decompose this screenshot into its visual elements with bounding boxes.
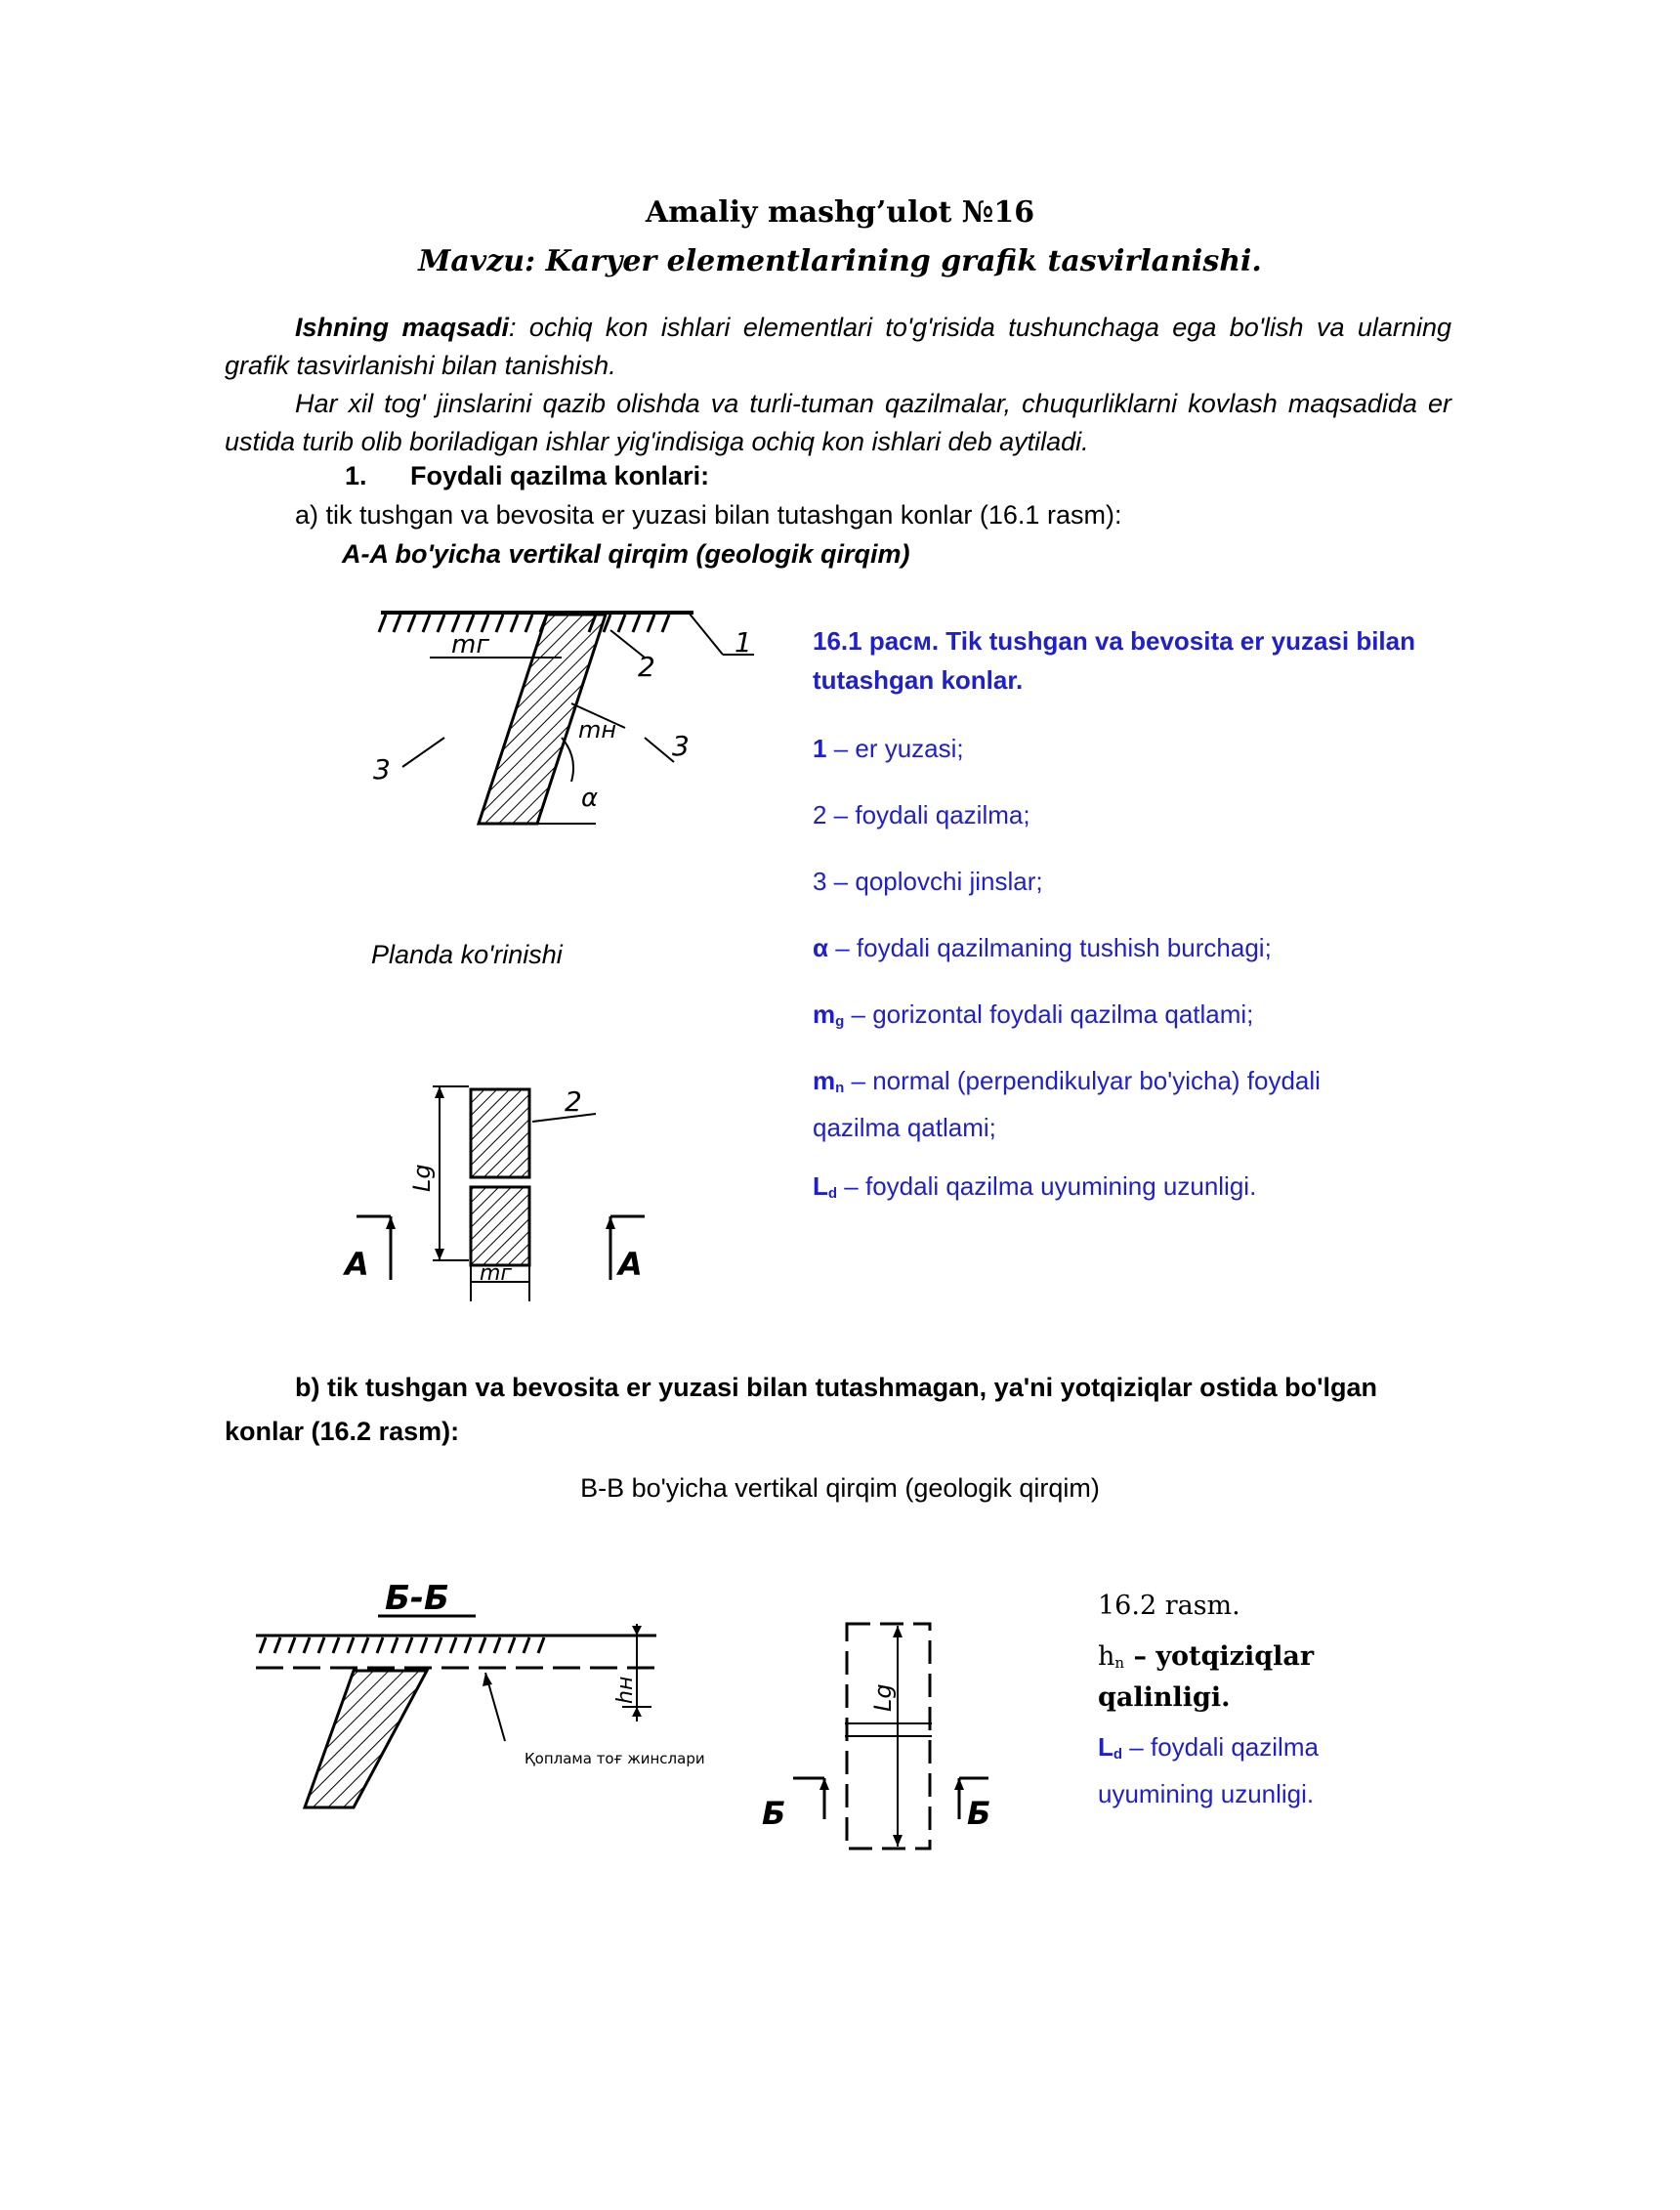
legend-text: – normal (perpendikulyar bo'yicha) foydali qazilma qatlami;	[813, 1066, 1321, 1142]
legend-text: – er yuzasi;	[826, 734, 964, 763]
legend-subscript: d	[827, 1185, 838, 1202]
ld-text: – foydali qazilma uyumining uzunligi.	[1098, 1732, 1319, 1808]
figure-16-1-caption: 16.1 расм. Tik tushgan va bevosita er yuzasi bilan tutashgan konlar.	[813, 626, 1415, 695]
hn-drawing-label: hн	[613, 1676, 638, 1704]
hn-text: – yotqiziqlar qalinligi.	[1098, 1641, 1315, 1713]
section-b-right: Б	[967, 1795, 991, 1832]
section-number: 1.	[345, 461, 367, 490]
legend-item	[813, 1167, 1360, 1213]
item-b-content: b) tik tushgan va bevosita er yuzasi bilan tutashmagan, ya'ni yotqiziqlar ostida bo'lgan konlar (16.2 rasm):	[225, 1373, 1378, 1446]
plan-view-label: Planda ko'rinishi	[371, 940, 563, 969]
label-3-right: 3	[672, 730, 690, 762]
legend-key: α	[813, 933, 828, 962]
legend-subscript: g	[835, 1013, 845, 1030]
legend-key: L	[813, 1171, 828, 1201]
ld-sub: d	[1113, 1746, 1123, 1763]
legend-subscript: n	[835, 1080, 845, 1096]
bb-label: Б-Б	[385, 1579, 449, 1618]
section-bb-label: B-B bo'yicha vertikal qirqim (geologik qirqim)	[580, 1473, 1100, 1503]
ld-label: Lg	[408, 1164, 436, 1192]
plan-label-2: 2	[565, 1085, 582, 1118]
geologic-section-bb-drawing	[256, 1575, 705, 1819]
legend-key: m	[813, 1066, 836, 1095]
mn-label: mн	[578, 716, 617, 744]
section-a-left: A	[345, 1246, 369, 1283]
legend-item	[813, 995, 1360, 1041]
hn-sub: n	[1114, 1654, 1125, 1672]
legend-key: m	[813, 999, 836, 1029]
section-b-left: Б	[762, 1795, 786, 1832]
legend-item	[813, 1061, 1360, 1147]
mg-plan-label: mг	[480, 1261, 512, 1286]
legend-text: – gorizontal foydali qazilma qatlami;	[844, 999, 1254, 1029]
ld-key: L	[1098, 1732, 1113, 1762]
ld-bb-label: Lg	[869, 1683, 897, 1712]
section-aa-label: A-A bo'yicha vertikal qirqim (geologik qirqim)	[342, 539, 910, 569]
legend-text: 3 – qoplovchi jinslar;	[813, 867, 1043, 896]
item-b-text	[225, 1366, 1451, 1454]
page-title: Amaliy mashg’ulot №16	[645, 195, 1035, 230]
topic-title: Mavzu: Karyer elementlarining grafik tasvirlanishi.	[418, 244, 1262, 278]
legend-key: 1	[813, 734, 827, 763]
legend-item	[813, 729, 1360, 768]
section-a-right: A	[618, 1246, 643, 1283]
label-1: 1	[735, 626, 752, 659]
overburden-label: Қоплама тоғ жинслари	[525, 1750, 705, 1767]
legend-item	[813, 862, 1360, 901]
label-3-left: 3	[373, 753, 391, 786]
hn-legend	[1098, 1639, 1332, 1716]
ld-legend	[1098, 1727, 1352, 1813]
goal-text: : ochiq kon ishlari elementlari to'g'risida tushunchaga ega bo'lish va ularning grafik tasvirlanishi bilan tanishish.	[225, 313, 1451, 380]
legend-item	[813, 795, 1360, 834]
mg-label: mг	[451, 630, 489, 659]
label-2: 2	[638, 651, 655, 683]
legend-item	[813, 928, 1360, 967]
definition-paragraph: Har xil tog' jinslarini qazib olishda va turli-tuman qazilmalar, chuqurliklarni kovlash maqsadida er ustida turib olib boriladigan ishlar yig'indisiga ochiq kon ishlari deb aytiladi.	[225, 389, 1451, 456]
legend-text: 2 – foydali qazilma;	[813, 800, 1030, 829]
legend-text: – foydali qazilma uyumining uzunligi.	[837, 1171, 1257, 1201]
legend-text: – foydali qazilmaning tushish burchagi;	[827, 933, 1272, 962]
plan-view-bb-drawing	[754, 1614, 1028, 1858]
hn-key: h	[1098, 1641, 1115, 1672]
goal-paragraph	[225, 309, 1451, 385]
section-heading: Foydali qazilma konlari:	[410, 461, 710, 490]
alpha-label: α	[581, 784, 599, 813]
geologic-section-aa-drawing	[361, 601, 772, 840]
plan-view-drawing	[337, 1075, 679, 1314]
item-a-text: a) tik tushgan va bevosita er yuzasi bilan tutashgan konlar (16.1 rasm):	[295, 500, 1122, 530]
figure-16-2-caption: 16.2 rasm.	[1098, 1591, 1240, 1621]
goal-label: Ishning maqsadi	[295, 313, 509, 342]
